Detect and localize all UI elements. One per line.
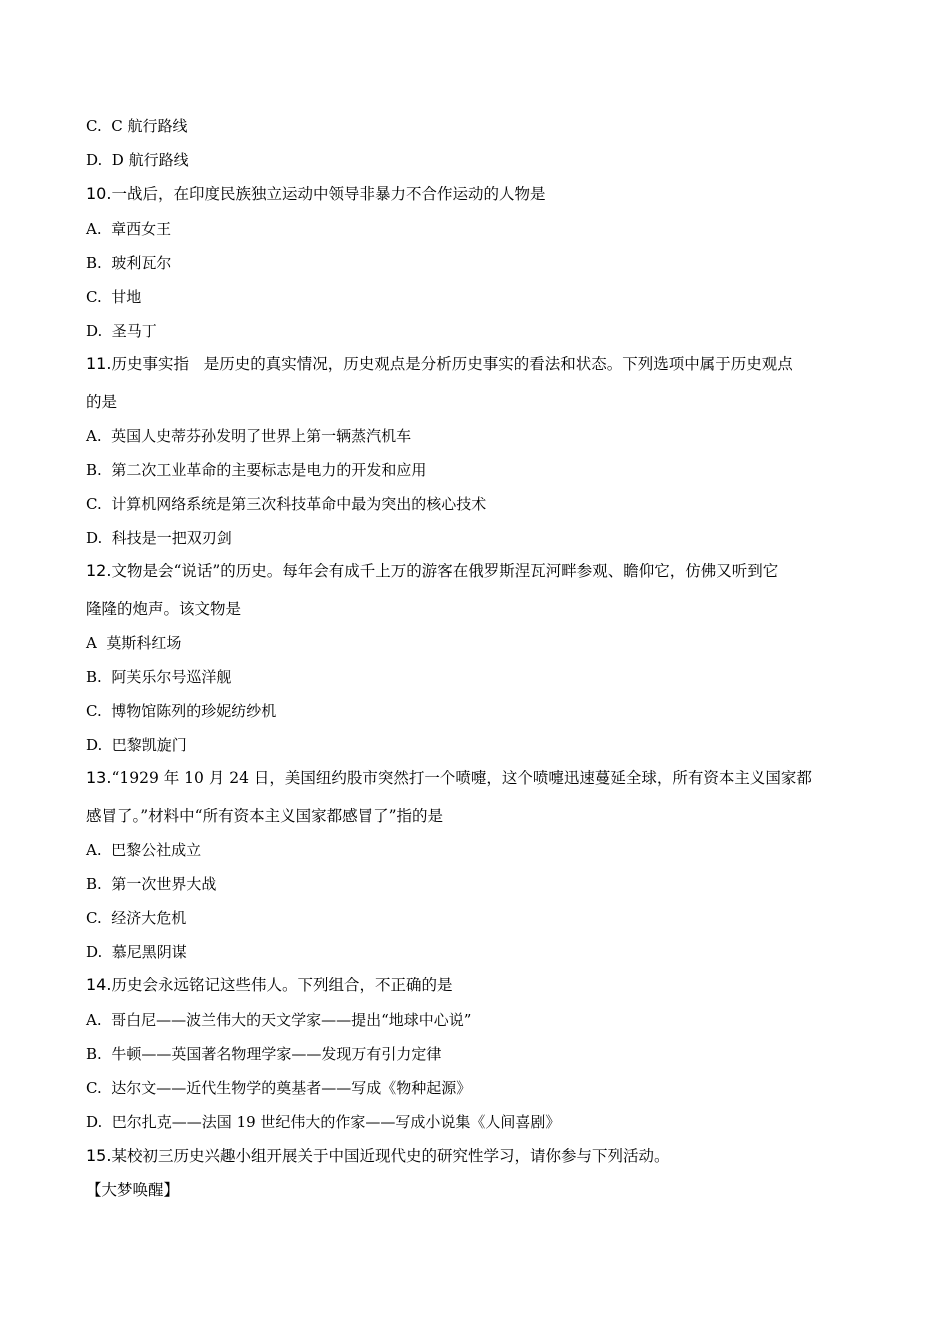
question-number: 13. bbox=[86, 768, 112, 787]
q13-option-a: A. 巴黎公社成立 bbox=[86, 841, 202, 859]
q11-option-d: D. 科技是一把双刃剑 bbox=[86, 529, 232, 547]
question-text: 一战后，在印度民族独立运动中领导非暴力不合作运动的人物是 bbox=[111, 185, 546, 203]
question-text: “1929 年 10 月 24 日，美国纽约股市突然打一个喷嚏，这个喷嚏迅速蔓延全球，所有资本主义国家都 bbox=[111, 769, 812, 787]
question-number: 14. bbox=[86, 975, 112, 994]
q10-option-d: D. 圣马丁 bbox=[86, 322, 157, 340]
question-11 bbox=[86, 354, 793, 374]
question-text: 历史事实指 是历史的真实情况，历史观点是分析历史事实的看法和状态。下列选项中属于历史观点 bbox=[111, 355, 793, 373]
question-12 bbox=[86, 561, 778, 581]
question-number: 15. bbox=[86, 1146, 112, 1165]
question-15 bbox=[86, 1146, 669, 1166]
q13-option-b: B. 第一次世界大战 bbox=[86, 875, 217, 893]
section-heading: 【大梦唤醒】 bbox=[86, 1181, 180, 1199]
q10-option-b: B. 玻利瓦尔 bbox=[86, 254, 172, 272]
q14-option-c: C. 达尔文——近代生物学的奠基者——写成《物种起源》 bbox=[86, 1079, 472, 1097]
question-11-continued: 的是 bbox=[86, 393, 118, 411]
q14-option-b: B. 牛顿——英国著名物理学家——发现万有引力定律 bbox=[86, 1045, 442, 1063]
question-number: 11. bbox=[86, 354, 112, 373]
q11-option-b: B. 第二次工业革命的主要标志是电力的开发和应用 bbox=[86, 461, 427, 479]
question-13 bbox=[86, 768, 812, 788]
q11-option-c: C. 计算机网络系统是第三次科技革命中最为突出的核心技术 bbox=[86, 495, 487, 513]
question-text: 历史会永远铭记这些伟人。下列组合，不正确的是 bbox=[111, 976, 453, 994]
q13-option-c: C. 经济大危机 bbox=[86, 909, 187, 927]
q12-option-d: D. 巴黎凯旋门 bbox=[86, 736, 187, 754]
q12-option-c: C. 博物馆陈列的珍妮纺纱机 bbox=[86, 702, 277, 720]
q12-option-b: B. 阿芙乐尔号巡洋舰 bbox=[86, 668, 232, 686]
question-10 bbox=[86, 184, 545, 204]
question-number: 10. bbox=[86, 184, 112, 203]
question-13-continued: 感冒了。”材料中“所有资本主义国家都感冒了”指的是 bbox=[86, 807, 444, 825]
q14-option-d: D. 巴尔扎克——法国 19 世纪伟大的作家——写成小说集《人间喜剧》 bbox=[86, 1113, 561, 1131]
q12-option-a: A 莫斯科红场 bbox=[86, 634, 182, 652]
question-text: 某校初三历史兴趣小组开展关于中国近现代史的研究性学习，请你参与下列活动。 bbox=[111, 1147, 670, 1165]
q11-option-a: A. 英国人史蒂芬孙发明了世界上第一辆蒸汽机车 bbox=[86, 427, 412, 445]
question-text: 文物是会“说话”的历史。每年会有成千上万的游客在俄罗斯涅瓦河畔参观、瞻仰它，仿佛又听到它 bbox=[111, 562, 779, 580]
q10-option-a: A. 章西女王 bbox=[86, 220, 172, 238]
question-14 bbox=[86, 975, 452, 995]
question-number: 12. bbox=[86, 561, 112, 580]
q10-option-c: C. 甘地 bbox=[86, 288, 142, 306]
q14-option-a: A. 哥白尼——波兰伟大的天文学家——提出“地球中心说” bbox=[86, 1011, 472, 1029]
question-12-continued: 隆隆的炮声。该文物是 bbox=[86, 600, 242, 618]
q9-option-c: C. C 航行路线 bbox=[86, 117, 188, 135]
q9-option-d: D. D 航行路线 bbox=[86, 151, 189, 169]
q13-option-d: D. 慕尼黑阴谋 bbox=[86, 943, 187, 961]
